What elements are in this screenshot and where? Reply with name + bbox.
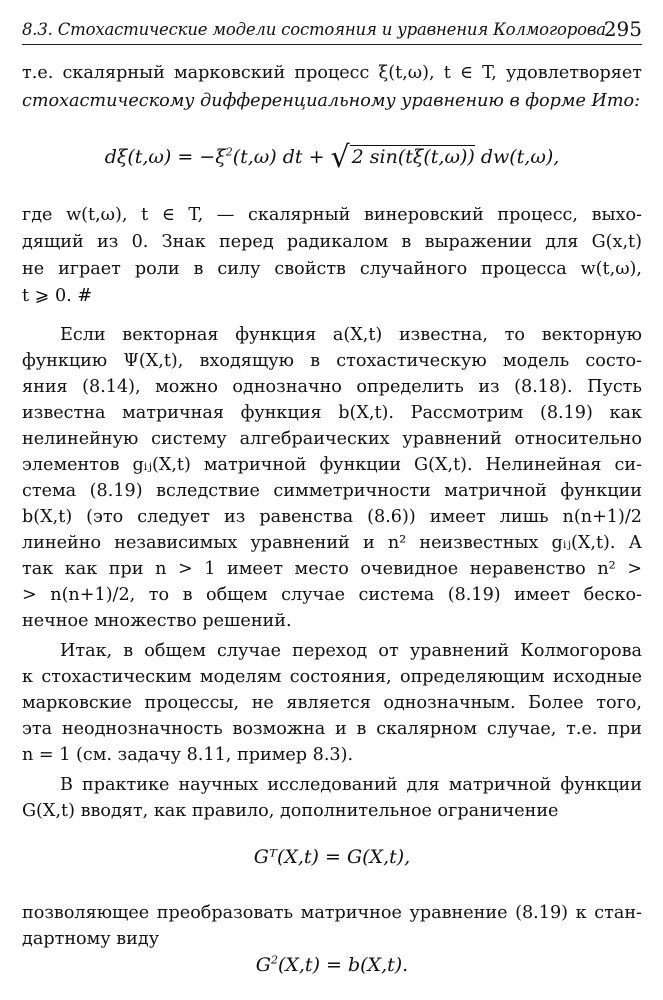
- section-title: 8.3. Стохастические модели состояния и уравнения Колмогорова: [22, 20, 606, 39]
- eq-mid: (t,ω) dt +: [232, 146, 331, 168]
- text-line: эта неоднозначность возможна и в скалярном случае, т.е. при: [22, 719, 642, 739]
- text-line-indent: В практике научных исследований для матричной функции: [60, 775, 642, 795]
- text-line: дартному виду: [22, 929, 160, 949]
- text-line: n = 1 (см. задачу 8.11, пример 8.3).: [22, 745, 354, 765]
- text-line: где w(t,ω), t ∈ T, — скалярный винеровский процесс, выхо-: [22, 205, 642, 225]
- eq3-g: G: [255, 954, 271, 976]
- page-number: 295: [603, 17, 642, 41]
- text-line: линейно независимых уравнений и n² неизвестных gᵢⱼ(X,t). А: [22, 533, 642, 553]
- text-line: нечное множество решений.: [22, 611, 292, 631]
- text-line: т.е. скалярный марковский процесс ξ(t,ω), t ∈ T, удовлетворяет: [22, 63, 642, 83]
- text-line: яния (8.14), можно однозначно определить из (8.18). Пусть: [22, 377, 642, 397]
- running-header: [22, 14, 642, 45]
- text-line: так как при n > 1 имеет место очевидное неравенство n² >: [22, 559, 642, 579]
- text-line: позволяющее преобразовать матричное уравнение (8.19) к стан-: [22, 903, 642, 923]
- eq-radicand: 2 sin(tξ(t,ω)): [351, 146, 475, 168]
- text-line: элементов gᵢⱼ(X,t) матричной функции G(X,t). Нелинейная си-: [22, 455, 642, 475]
- text-line: функцию Ψ(X,t), входящую в стохастическую модель состо-: [22, 351, 642, 371]
- text-line: не играет роли в силу свойств случайного процесса w(t,ω),: [22, 259, 642, 279]
- eq-lhs: dξ(t,ω) = −ξ: [104, 146, 226, 168]
- sqrt-symbol: √: [330, 140, 350, 175]
- standard-form-equation: [22, 950, 642, 980]
- text-line: b(X,t) (это следует из равенства (8.6)) имеет лишь n(n+1)/2: [22, 507, 642, 527]
- text-line: известна матричная функция b(X,t). Рассмотрим (8.19) как: [22, 403, 642, 423]
- ito-equation: [22, 142, 642, 173]
- text-line: t ⩾ 0. #: [22, 286, 93, 306]
- text-line: G(X,t) вводят, как правило, дополнительное ограничение: [22, 801, 559, 821]
- eq3-rest: (X,t) = b(X,t).: [277, 954, 409, 976]
- text-line: марковские процессы, не является однозначным. Более того,: [22, 693, 642, 713]
- text-line: дящий из 0. Знак перед радикалом в выражении для G(x,t): [22, 232, 642, 252]
- text-line: стема (8.19) вследствие симметричности матричной функции: [22, 481, 642, 501]
- eq3-exponent: 2: [270, 953, 278, 967]
- text-line: нелинейную систему алгебраических уравнений относительно: [22, 429, 642, 449]
- text-line: > n(n+1)/2, то в общем случае система (8.19) имеет беско-: [22, 585, 642, 605]
- text-line-italic: стохастическому дифференциальному уравнению в форме Ито:: [22, 91, 641, 111]
- eq-exponent: 2: [225, 145, 233, 159]
- text-line: к стохастическим моделям состояния, определяющим исходные: [22, 667, 642, 687]
- text-line-indent: Если векторная функция a(X,t) известна, то векторную: [60, 325, 642, 345]
- text-line-indent: Итак, в общем случае переход от уравнений Колмогорова: [60, 641, 642, 661]
- eq-tail: dw(t,ω),: [474, 146, 560, 168]
- symmetry-equation: Gᵀ(X,t) = G(X,t),: [253, 846, 411, 868]
